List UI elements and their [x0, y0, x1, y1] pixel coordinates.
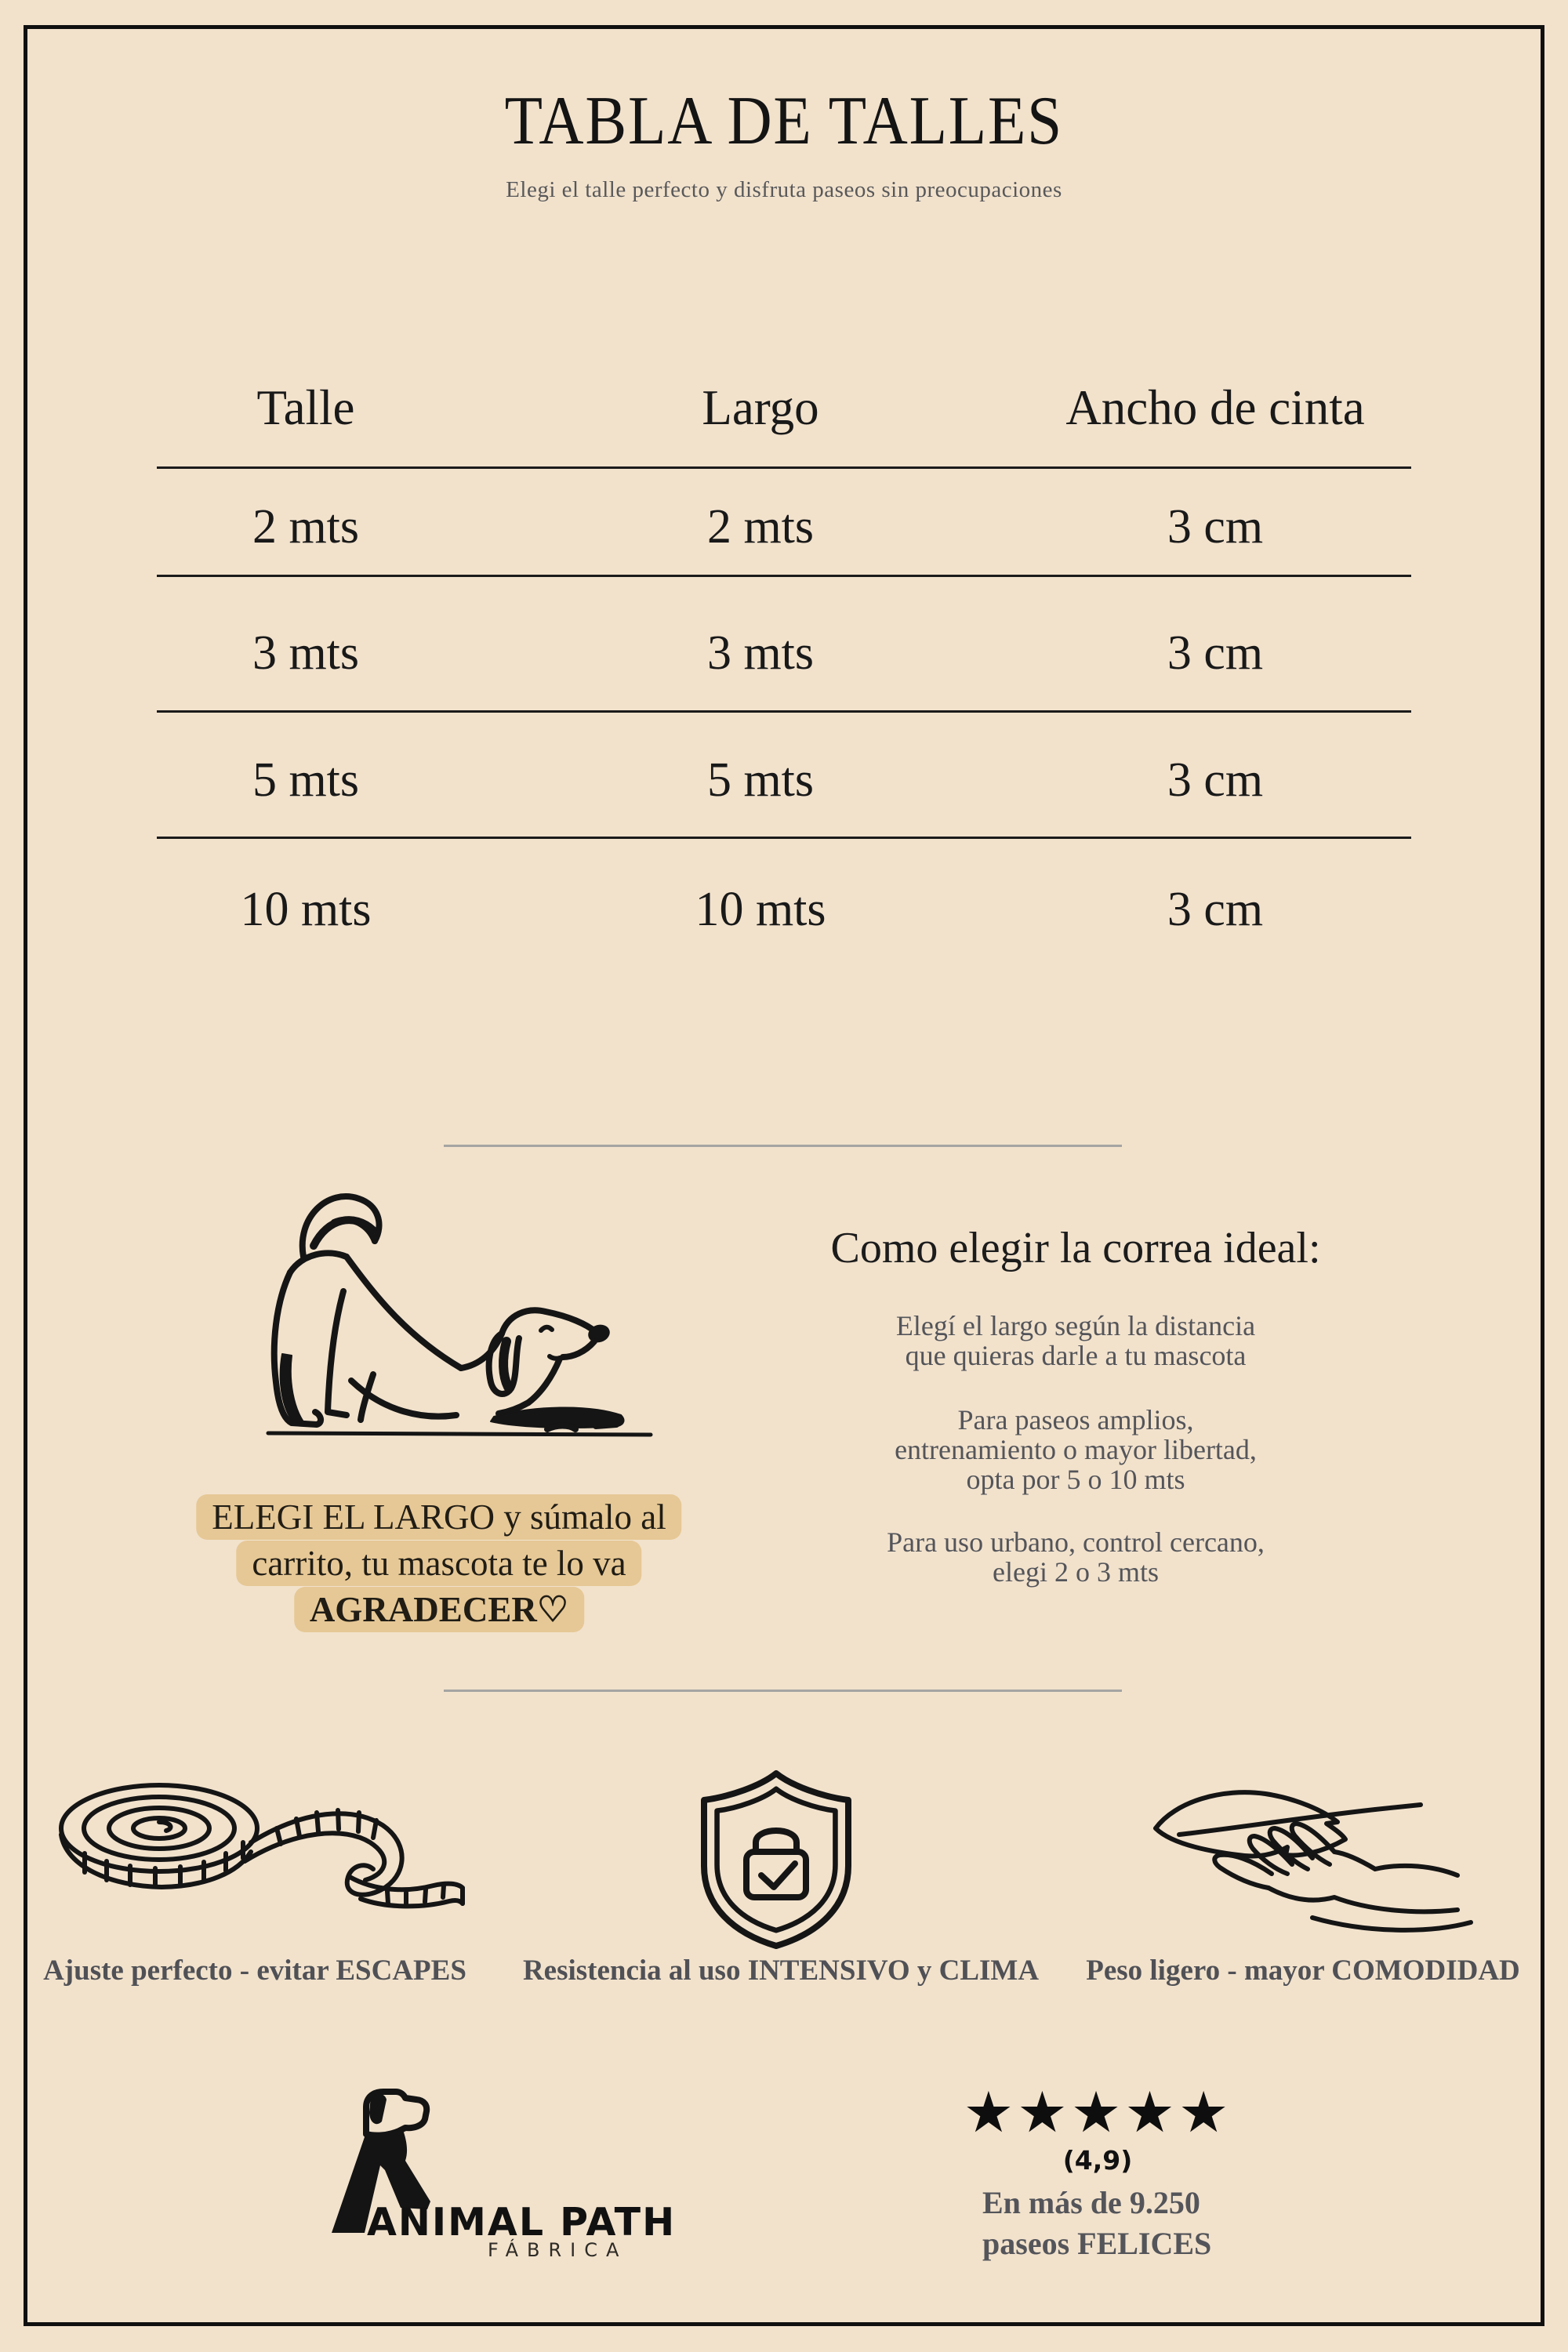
table-row: [78, 880, 1443, 938]
stretching-dog-illustration: [259, 1180, 659, 1446]
cell-talle: 2 mts: [252, 499, 360, 554]
table-header-row: [78, 379, 1443, 437]
column-header-ancho: Ancho de cinta: [1065, 379, 1365, 435]
column-header-largo: Largo: [702, 379, 819, 435]
add-to-cart-note: [196, 1494, 681, 1633]
table-row: [78, 498, 1443, 556]
brand-tagline: FÁBRICA: [488, 2239, 628, 2261]
feature-label: Resistencia al uso INTENSIVO y CLIMA: [522, 1955, 1040, 1987]
section-divider: [444, 1145, 1122, 1147]
column-header-talle: Talle: [256, 379, 355, 435]
table-rule: [157, 466, 1411, 469]
cell-largo: 2 mts: [706, 499, 815, 554]
shield-lock-icon: [688, 1766, 865, 1952]
table-rule: [157, 837, 1411, 839]
feather-hand-icon: [1132, 1772, 1477, 1948]
guide-paragraph: Elegí el largo según la distancia que quieras darle a tu mascota: [895, 1310, 1256, 1371]
guide-paragraph: Para paseos amplios, entrenamiento o mayor libertad, opta por 5 o 10 mts: [895, 1404, 1257, 1495]
cell-talle: 5 mts: [252, 753, 360, 807]
table-row: [78, 624, 1443, 682]
measuring-tape-icon: [38, 1773, 465, 1954]
cell-ancho: 3 cm: [1167, 882, 1264, 936]
section-divider: [444, 1690, 1122, 1692]
cell-talle: 3 mts: [252, 626, 360, 680]
cell-talle: 10 mts: [240, 882, 372, 936]
cell-ancho: 3 cm: [1167, 626, 1264, 680]
brand-name: ANIMAL PATH: [367, 2200, 677, 2245]
feature-label: Ajuste perfecto - evitar ESCAPES: [43, 1955, 466, 1987]
feature-label: Peso ligero - mayor COMODIDAD: [1086, 1955, 1520, 1987]
highlight-line: ELEGI EL LARGO y súmalo al: [196, 1494, 681, 1540]
page-subtitle: Elegi el talle perfecto y disfruta paseos sin preocupaciones: [506, 177, 1062, 202]
guide-paragraph: Para uso urbano, control cercano, elegi 2 o 3 mts: [887, 1526, 1265, 1588]
table-rule: [157, 575, 1411, 577]
guide-heading: Como elegir la correa ideal:: [830, 1224, 1321, 1272]
table-row: [78, 751, 1443, 809]
cell-ancho: 3 cm: [1167, 499, 1264, 554]
cell-largo: 3 mts: [706, 626, 815, 680]
page-title: TABLA DE TALLES: [504, 83, 1064, 159]
highlight-line-bold: AGRADECER♡: [294, 1587, 584, 1632]
star-rating-icons: ★★★★★: [963, 2079, 1232, 2145]
highlight-line: carrito, tu mascota te lo va: [236, 1541, 641, 1586]
rating-score: (4,9): [1062, 2145, 1133, 2176]
table-rule: [157, 710, 1411, 713]
rating-text: En más de 9.250 paseos FELICES: [982, 2185, 1212, 2261]
cell-largo: 10 mts: [695, 882, 826, 936]
cell-largo: 5 mts: [706, 753, 815, 807]
cell-ancho: 3 cm: [1167, 753, 1264, 807]
